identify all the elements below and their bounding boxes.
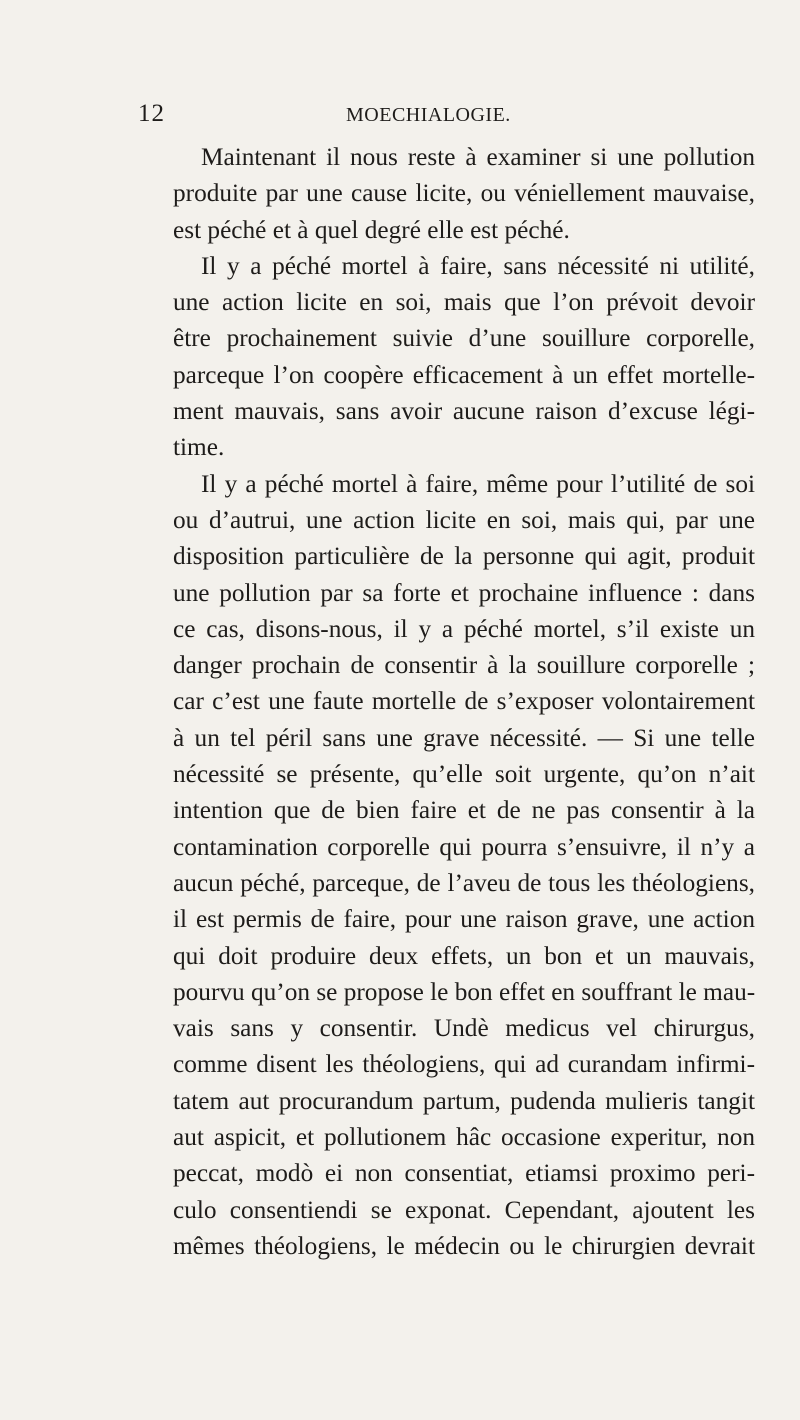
text-line: est péché et à quel degré elle est péché. [173,215,570,244]
text-line: vais sans y consentir. Undè medicus vel chirurgus, [173,1014,755,1043]
running-head [0,100,800,134]
text-line: une action licite en soi, mais que l’on prévoit devoir [173,288,755,317]
text-line: qui doit produire deux effets, un bon et un mauvais, [173,941,755,970]
text-line: pourvu qu’on se propose le bon effet en souffrant le mau- [173,977,756,1006]
text-line: Il y a péché mortel à faire, sans nécessité ni utilité, [201,251,755,280]
text-line: ou d’autrui, une action licite en soi, mais qui, par une [173,505,755,534]
text-line: comme disent les théologiens, qui ad curandam infirmi- [173,1050,755,1079]
body-text [173,139,755,1264]
text-line: intention que de bien faire et de ne pas consentir à la [173,796,755,825]
text-line: car c’est une faute mortelle de s’exposer volontairement [173,687,755,716]
text-line: tatem aut procurandum partum, pudenda mulieris tangit [173,1086,755,1115]
text-line: culo consentiendi se exponat. Cependant, ajoutent les [173,1195,755,1224]
text-line: aucun péché, parceque, de l’aveu de tous les théologiens, [173,868,755,897]
text-line: Il y a péché mortel à faire, même pour l’utilité de soi [201,469,755,498]
text-line: ce cas, disons-nous, il y a péché mortel, s’il existe un [173,614,755,643]
text-line: ment mauvais, sans avoir aucune raison d’excuse légi- [173,397,755,426]
page-number: 12 [138,100,165,127]
text-line: disposition particulière de la personne qui agit, produit [173,542,755,571]
text-line: produite par une cause licite, ou véniellement mauvaise, [173,179,755,208]
running-title: MOECHIALOGIE. [346,104,511,126]
text-line: peccat, modò ei non consentiat, etiamsi proximo peri- [173,1159,755,1188]
text-line: une pollution par sa forte et prochaine influence : dans [173,578,755,607]
text-line: nécessité se présente, qu’elle soit urgente, qu’on n’ait [173,760,755,789]
text-line: être prochainement suivie d’une souillure corporelle, [173,324,755,353]
text-line: danger prochain de consentir à la souillure corporelle ; [173,651,755,680]
text-line: mêmes théologiens, le médecin ou le chirurgien devrait [173,1231,755,1260]
text-line: Maintenant il nous reste à examiner si une pollution [201,143,755,171]
text-line: time. [173,433,225,462]
text-line: parceque l’on coopère efficacement à un effet mortelle- [173,360,755,389]
text-line: à un tel péril sans une grave nécessité. — Si une telle [173,723,755,752]
text-line: il est permis de faire, pour une raison grave, une action [173,905,755,934]
text-line: contamination corporelle qui pourra s’ensuivre, il n’y a [173,832,755,861]
text-line: aut aspicit, et pollutionem hâc occasione experitur, non [173,1123,755,1152]
